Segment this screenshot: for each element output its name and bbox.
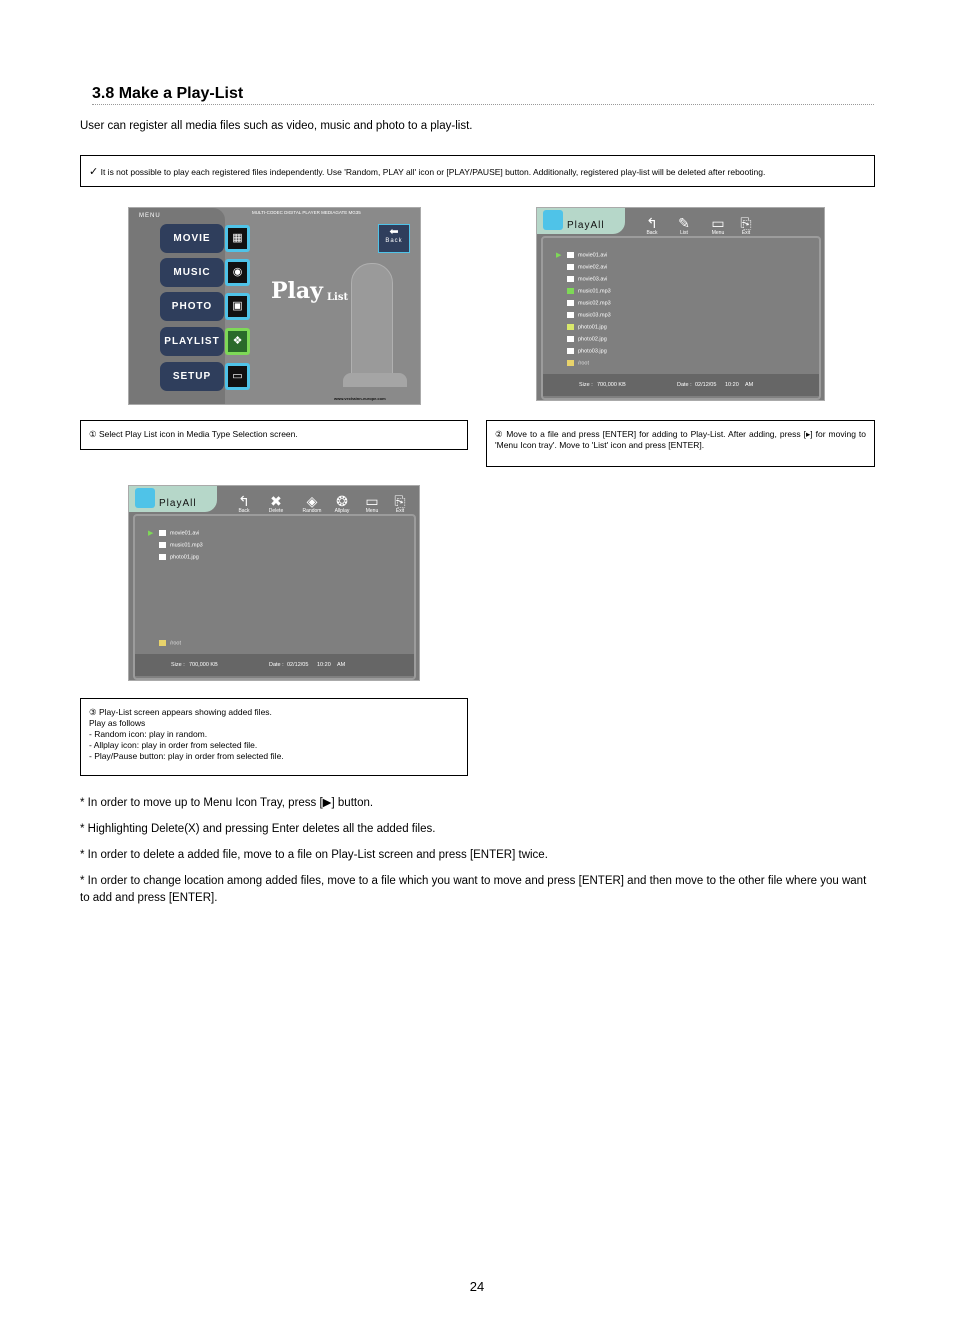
exit-icon[interactable]: ⎘ Exit: [735, 214, 757, 236]
caption-line: Play as follows: [89, 718, 146, 728]
setup-icon: ▭: [225, 363, 250, 390]
root-folder[interactable]: /root: [159, 640, 181, 646]
delete-label: Delete: [268, 508, 284, 514]
menu-item-movie[interactable]: MOVIE: [160, 224, 224, 253]
list-logo-text: List: [327, 292, 349, 303]
exit-icon[interactable]: ⎘ Exit: [389, 492, 411, 514]
bullet-note: * In order to change location among added files, move to a file which you want to move and press [ENTER] and then move to the other file where you want to add and press [ENTER].: [80, 875, 867, 904]
intro-text: User can register all media files such as video, music and photo to a play-list.: [80, 120, 473, 132]
size-value: 700,000 KB: [189, 662, 218, 668]
allplay-icon[interactable]: ❂ Allplay: [331, 492, 353, 514]
menu-item-setup[interactable]: SETUP: [160, 362, 224, 391]
status-bar: [543, 374, 819, 396]
exit-label: Exit: [395, 508, 405, 514]
check-icon: ✓: [89, 166, 99, 178]
file-item[interactable]: photo02.jpg: [567, 336, 607, 342]
page-number: 24: [469, 1279, 485, 1294]
playall-tab[interactable]: [537, 208, 625, 234]
caption-step1: ① Select Play List icon in Media Type Selection screen.: [80, 420, 468, 450]
photo-icon: ▣: [225, 293, 250, 320]
file-item[interactable]: music03.mp3: [567, 312, 611, 318]
back-label: Back: [646, 230, 658, 236]
menu-icon[interactable]: ▭ Menu: [361, 492, 383, 514]
playlist-item[interactable]: ▶ movie01.avi: [159, 530, 199, 536]
bullet-note: * Highlighting Delete(X) and pressing Enter deletes all the added files.: [80, 823, 436, 835]
caption-line: - Allplay icon: play in order from selected file.: [89, 740, 258, 750]
back-arrow-icon: ⬅: [389, 226, 399, 238]
time-value: 10:20: [725, 382, 739, 388]
menu-item-photo[interactable]: PHOTO: [160, 292, 224, 321]
playlist-screenshot: [128, 485, 420, 681]
box-icon: [543, 210, 563, 230]
menu-label: Menu: [365, 508, 379, 514]
date-value: 02/12/05: [287, 662, 309, 668]
date-value: 02/12/05: [695, 382, 717, 388]
back-icon[interactable]: ↰ Back: [641, 214, 663, 236]
screen-header: MULTI-CODEC DIGITAL PLAYER MEDIAGATE MG35: [252, 210, 361, 215]
back-label: Back: [385, 238, 403, 244]
back-label: Back: [238, 508, 250, 514]
play-logo-text: Play: [271, 278, 323, 304]
playlist-item[interactable]: music01.mp3: [159, 542, 203, 548]
title-underline: [92, 104, 874, 105]
playlist-box-icon: ❖: [225, 328, 250, 355]
ampm-value: AM: [337, 662, 346, 668]
file-list-panel: [541, 236, 821, 400]
playall-tab[interactable]: [129, 486, 217, 512]
filebrowser-screenshot: [536, 207, 825, 401]
playlist-panel: [133, 514, 416, 680]
file-item[interactable]: movie03.avi: [567, 276, 607, 282]
root-folder[interactable]: /root: [567, 360, 589, 366]
date-label: Date :: [269, 662, 284, 668]
delete-icon[interactable]: ✖ Delete: [265, 492, 287, 514]
section-title: 3.8 Make a Play-List: [92, 85, 244, 102]
size-value: 700,000 KB: [597, 382, 626, 388]
back-button[interactable]: [378, 224, 410, 253]
playall-tab-label: PlayAll: [567, 220, 605, 231]
file-item[interactable]: ▶ movie01.avi: [567, 252, 607, 258]
caption-line: - Random icon: play in random.: [89, 729, 208, 739]
film-icon: ▦: [225, 225, 250, 252]
speaker-icon: ◉: [225, 259, 250, 286]
time-value: 10:20: [317, 662, 331, 668]
status-bar: [135, 654, 414, 676]
caption-step3: [80, 698, 468, 776]
menu-label: MENU: [139, 213, 161, 219]
menu-item-playlist[interactable]: PLAYLIST: [160, 327, 224, 356]
back-icon[interactable]: ↰ Back: [233, 492, 255, 514]
file-item[interactable]: music02.mp3: [567, 300, 611, 306]
player-stand-image: [343, 373, 407, 387]
size-label: Size :: [579, 382, 593, 388]
player-device-image: [351, 263, 393, 385]
caption-line: ③ Play-List screen appears showing added files.: [89, 707, 272, 717]
menu-icon[interactable]: ▭ Menu: [707, 214, 729, 236]
menu-item-music[interactable]: MUSIC: [160, 258, 224, 287]
file-item[interactable]: photo03.jpg: [567, 348, 607, 354]
menu-screenshot: [128, 207, 421, 405]
random-icon[interactable]: ◈ Random: [301, 492, 323, 514]
allplay-label: Allplay: [334, 508, 350, 514]
bullet-note: * In order to move up to Menu Icon Tray, press [▶] button.: [80, 797, 374, 809]
menu-label: Menu: [711, 230, 725, 236]
size-label: Size :: [171, 662, 185, 668]
note-text: It is not possible to play each registered files independently. Use 'Random, PLAY all' icon or [PLAY/PAUSE] button. Additionally, registered play-list will be deleted after rebooting.: [100, 167, 766, 177]
date-label: Date :: [677, 382, 692, 388]
file-item[interactable]: movie02.avi: [567, 264, 607, 270]
caption-line: - Play/Pause button: play in order from selected file.: [89, 751, 284, 761]
exit-label: Exit: [741, 230, 751, 236]
playlist-item[interactable]: photo01.jpg: [159, 554, 199, 560]
bullet-note: * In order to delete a added file, move to a file on Play-List screen and press [ENTER] twice.: [80, 849, 548, 861]
caption-step2: ② Move to a file and press [ENTER] for adding to Play-List. After adding, press [▸] for moving to 'Menu Icon tray'. Move to 'List' icon and press [ENTER].: [486, 420, 875, 467]
box-icon: [135, 488, 155, 508]
file-item[interactable]: music01.mp3: [567, 288, 611, 294]
list-icon[interactable]: ✎ List: [673, 214, 695, 236]
ampm-value: AM: [745, 382, 754, 388]
list-label: List: [680, 230, 688, 236]
footer-url: www.vechainn-europe.com: [334, 396, 386, 401]
playall-tab-label: PlayAll: [159, 498, 197, 509]
file-item[interactable]: photo01.jpg: [567, 324, 607, 330]
note-box: [80, 155, 875, 187]
random-label: Random: [302, 508, 322, 514]
